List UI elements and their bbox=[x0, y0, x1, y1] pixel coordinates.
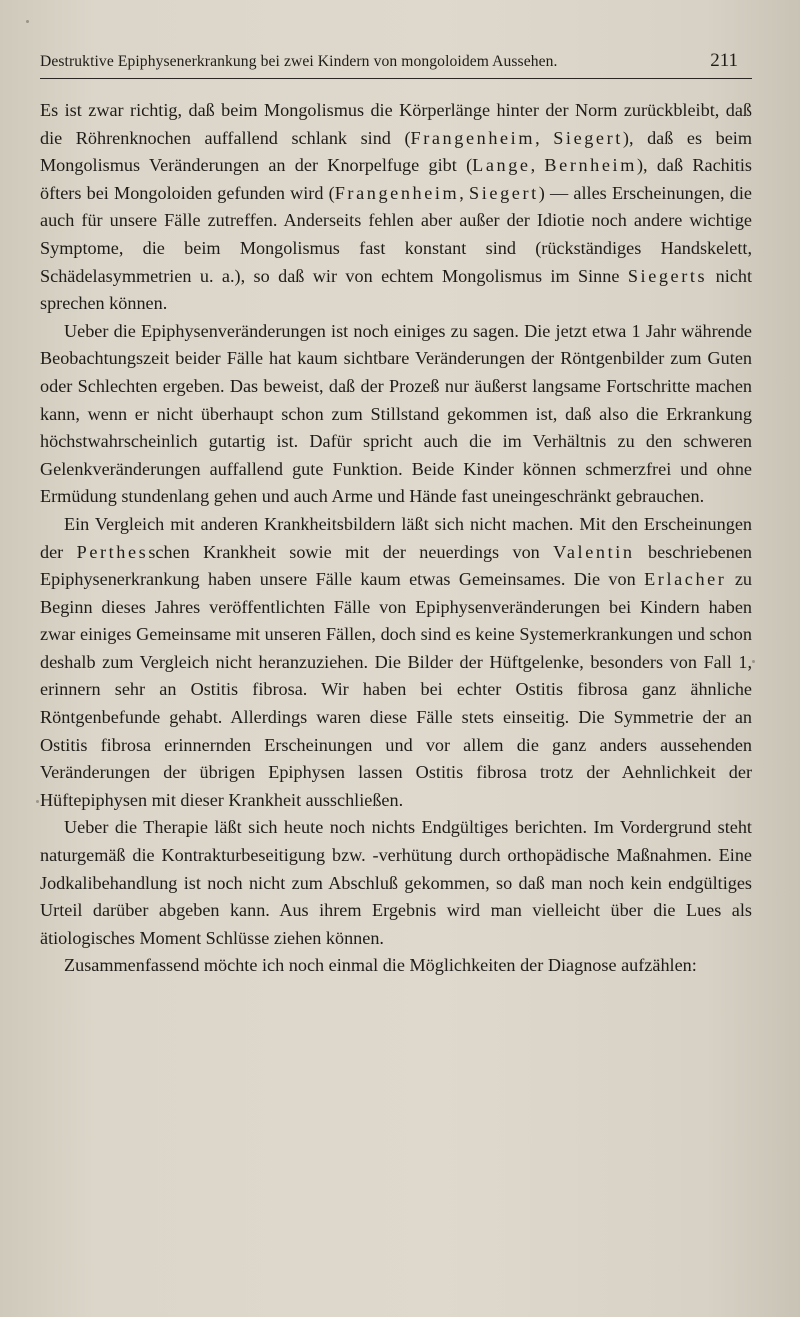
spaced-name: Erlacher bbox=[644, 569, 727, 590]
paper-speck bbox=[36, 800, 39, 803]
spaced-name: Siegerts bbox=[627, 265, 708, 286]
text-run: zu Beginn dieses Jahres veröffentlichten Fälle von Epiphysenveränderungen bei Kindern haben zwar einiges Gemeinsame mit unseren Fällen, doch sind es keine Systemerkrankungen und schon deshalb zum Vergleich nicht heranzuziehen. Die Bilder der Hüftgelenke, besonders von Fall 1, erinnern sehr an Ostitis fibrosa. Wir haben bei echter Ostitis fibrosa ganz ähnliche Röntgenbefunde gehabt. Allerdings waren diese Fälle stets einseitig. Die Symmetrie der an Ostitis fibrosa erinnernden Erscheinungen und vor allem die ganz anders aussehenden Veränderungen der übrigen Epiphysen lassen Ostitis fibrosa trotz der Aehnlichkeit der Hüftepiphysen mit dieser Krankheit ausschließen. bbox=[40, 569, 752, 810]
page-number: 211 bbox=[710, 50, 738, 71]
text-run: Zusammenfassend möchte ich noch einmal die Möglichkeiten der Diagnose aufzählen: bbox=[64, 955, 697, 976]
spaced-name: Bernheim bbox=[544, 155, 637, 176]
body-text bbox=[40, 97, 752, 980]
text-run: Ein Vergleich mit anderen Krankheitsbildern läßt sich nicht machen. Mit den Erscheinungen der bbox=[40, 513, 752, 562]
text-run: beschriebenen Epiphysenerkrankung haben unsere Fälle kaum etwas Gemeinsames. Die von bbox=[40, 541, 752, 590]
paper-speck bbox=[752, 660, 755, 663]
text-run: nicht sprechen können. bbox=[40, 265, 752, 314]
paragraph-2 bbox=[40, 318, 752, 511]
spaced-name: Frangenheim bbox=[334, 182, 460, 203]
paper-speck bbox=[26, 20, 29, 23]
text-run: Ueber die Therapie läßt sich heute noch nichts Endgültiges berichten. Im Vordergrund steht naturgemäß die Kontrakturbeseitigung bzw. -verhütung durch orthopädische Maßnahmen. Eine Jodkalibehandlung ist noch nicht zum Abschluß gekommen, so daß man noch kein endgültiges Urteil darüber abgeben kann. Aus ihrem Ergebnis wird man vielleicht über die Lues als ätiologisches Moment Schlüsse ziehen können. bbox=[40, 817, 752, 948]
text-run: schen Krankheit sowie mit der neuerdings von bbox=[148, 541, 554, 562]
text-run: , bbox=[535, 127, 554, 148]
spaced-name: Perthes bbox=[76, 541, 149, 562]
spaced-name: Siegert bbox=[553, 127, 623, 148]
paragraph-1 bbox=[40, 97, 752, 318]
paragraph-4 bbox=[40, 814, 752, 952]
spaced-name: Valentin bbox=[553, 541, 635, 562]
running-title: Destruktive Epiphysenerkrankung bei zwei Kindern von mongoloidem Aussehen. bbox=[40, 53, 558, 70]
text-run: ), daß es beim Mongolismus Veränderungen an der Knorpelfuge gibt ( bbox=[40, 127, 752, 176]
text-run: ), daß Rachitis öfters bei Mongoloiden gefunden wird ( bbox=[40, 155, 752, 203]
spaced-name: Siegert bbox=[469, 182, 539, 203]
book-page bbox=[40, 50, 752, 980]
spaced-name: Lange bbox=[472, 155, 531, 176]
text-run: , bbox=[459, 182, 470, 203]
paragraph-3 bbox=[40, 511, 752, 815]
paragraph-5 bbox=[40, 952, 752, 980]
text-run: Ueber die Epiphysenveränderungen ist noch einiges zu sagen. Die jetzt etwa 1 Jahr währende Beobachtungszeit beider Fälle hat kaum sichtbare Veränderungen der Röntgenbilder zum Guten oder Schlechten ergeben. Das beweist, daß der Prozeß nur äußerst langsame Fortschritte machen kann, wenn er nicht überhaupt schon zum Stillstand gekommen ist, daß also die Erkrankung höchstwahrscheinlich gutartig ist. Dafür spricht auch die im Verhältnis zu den schweren Gelenkveränderungen auffallend gute Funktion. Beide Kinder können schmerzfrei und ohne Ermüdung stundenlang gehen und auch Arme und Hände fast uneingeschränkt gebrauchen. bbox=[40, 320, 752, 507]
spaced-name: Frangenheim bbox=[410, 127, 536, 148]
text-run: ) — alles Erscheinungen, die auch für unsere Fälle zutreffen. Anderseits fehlen aber außer der Idiotie noch andere wichtige Symptome, die beim Mongolismus fast konstant sind (rückständiges Handskelett, Schädelasymmetrien u. a.), so daß wir von echtem Mongolismus im Sinne bbox=[40, 182, 752, 286]
text-run: , bbox=[530, 155, 545, 176]
running-head bbox=[40, 50, 752, 79]
text-run: Es ist zwar richtig, daß beim Mongolismus die Körperlänge hinter der Norm zurückbleibt, daß die Röhrenknochen auffallend schlank sind ( bbox=[40, 100, 752, 148]
